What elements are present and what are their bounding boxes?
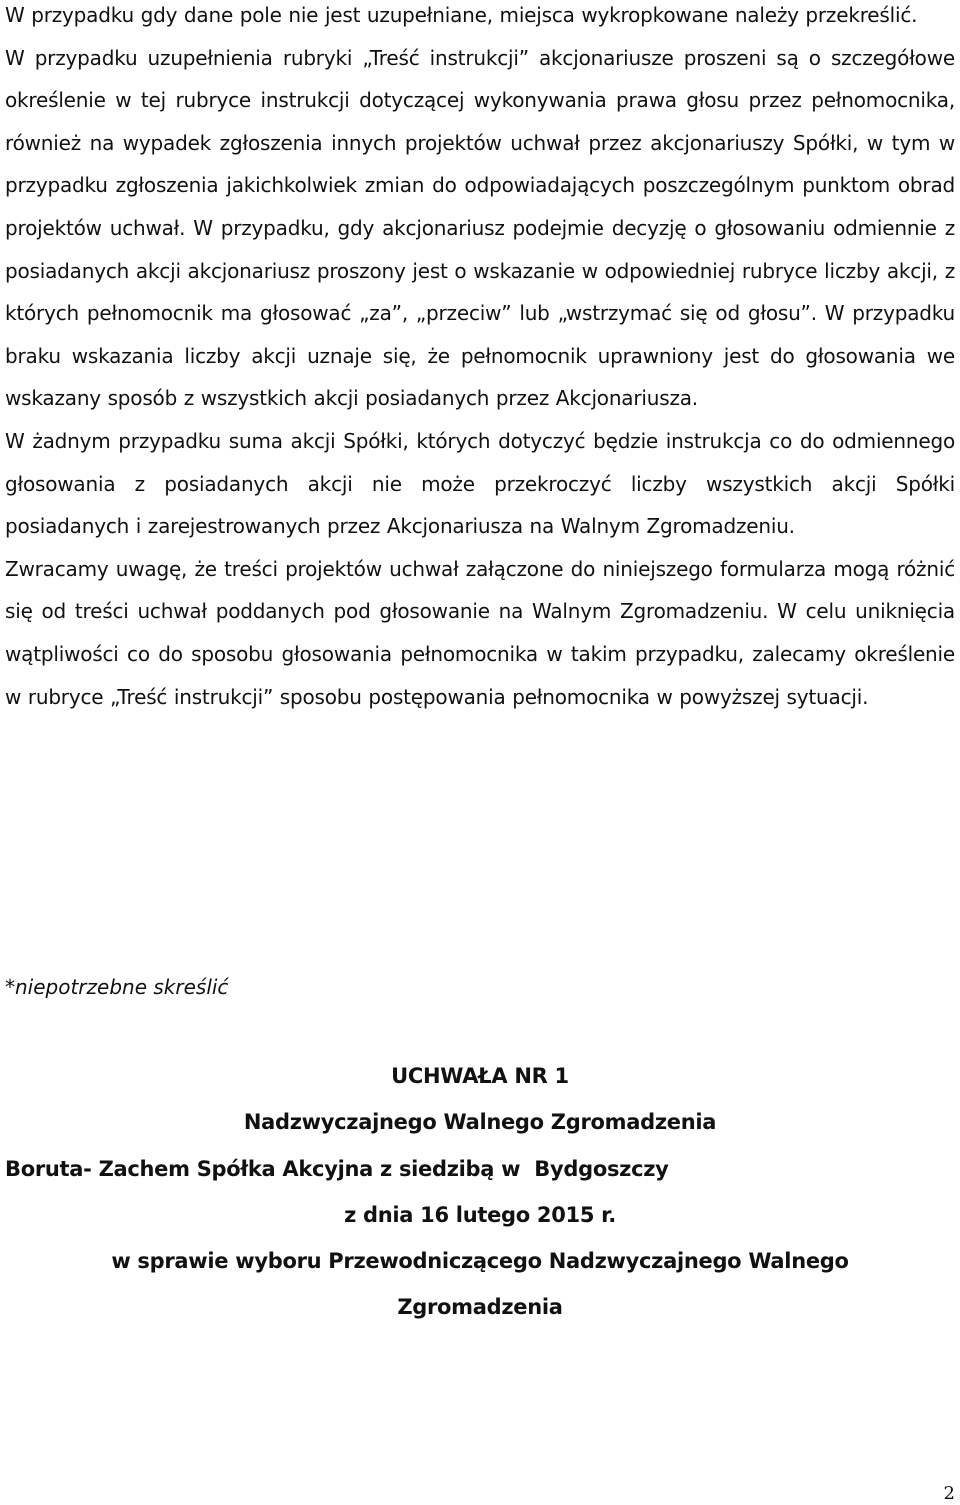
paragraph-empty-fields: W przypadku gdy dane pole nie jest uzupełniane, miejsca wykropkowane należy przekreślić.: [5, 3, 918, 27]
page-number: 2: [943, 1483, 955, 1504]
paragraph-instructions: W przypadku uzupełnienia rubryki „Treść instrukcji” akcjonariusze proszeni są o szczegółowe określenie w tej rubryce instrukcji dotyczącej wykonywania prawa głosu przez pełnomocnika, również na wypadek zgłoszenia innych projektów uchwał przez akcjonariuszy Spółki, w tym w przypadku zgłoszenia jakichkolwiek zmian do odpowiadających poszczególnym punktom obrad projektów uchwał. W przypadku, gdy akcjonariusz podejmie decyzję o głosowaniu odmiennie z posiadanych akcji akcjonariusz proszony jest o wskazanie w odpowiedniej rubryce liczby akcji, z których pełnomocnik ma głosować „za”, „przeciw” lub „wstrzymać się od głosu”. W przypadku braku wskazania liczby akcji uznaje się, że pełnomocnik uprawniony jest do głosowania we wskazany sposób z wszystkich akcji posiadanych przez Akcjonariusza.: [5, 45, 955, 411]
resolution-company: Boruta- Zachem Spółka Akcyjna z siedzibą w Bydgoszczy: [5, 1156, 669, 1181]
resolution-date: z dnia 16 lutego 2015 r.: [344, 1202, 616, 1227]
paragraph-notice: Zwracamy uwagę, że treści projektów uchwał załączone do niniejszego formularza mogą różnić się od treści uchwał poddanych pod głosowanie na Walnym Zgromadzeniu. W celu uniknięcia wątpliwości co do sposobu głosowania pełnomocnika w takim przypadku, zalecamy określenie w rubryce „Treść instrukcji” sposobu postępowania pełnomocnika w powyższej sytuacji.: [5, 556, 955, 709]
resolution-subject: w sprawie wyboru Przewodniczącego Nadzwyczajnego Walnego Zgromadzenia: [111, 1249, 849, 1320]
document-page: [5, 0, 955, 718]
resolution-number: UCHWAŁA NR 1: [391, 1064, 569, 1088]
resolution-heading: [0, 1053, 960, 1331]
footnote: *niepotrzebne skreślić: [5, 975, 229, 999]
paragraph-share-limit: W żadnym przypadku suma akcji Spółki, których dotyczyć będzie instrukcja co do odmiennego głosowania z posiadanych akcji nie może przekroczyć liczby wszystkich akcji Spółki posiadanych i zarejestrowanych przez Akcjonariusza na Walnym Zgromadzeniu.: [5, 428, 955, 539]
resolution-body-name: Nadzwyczajnego Walnego Zgromadzenia: [243, 1110, 717, 1135]
